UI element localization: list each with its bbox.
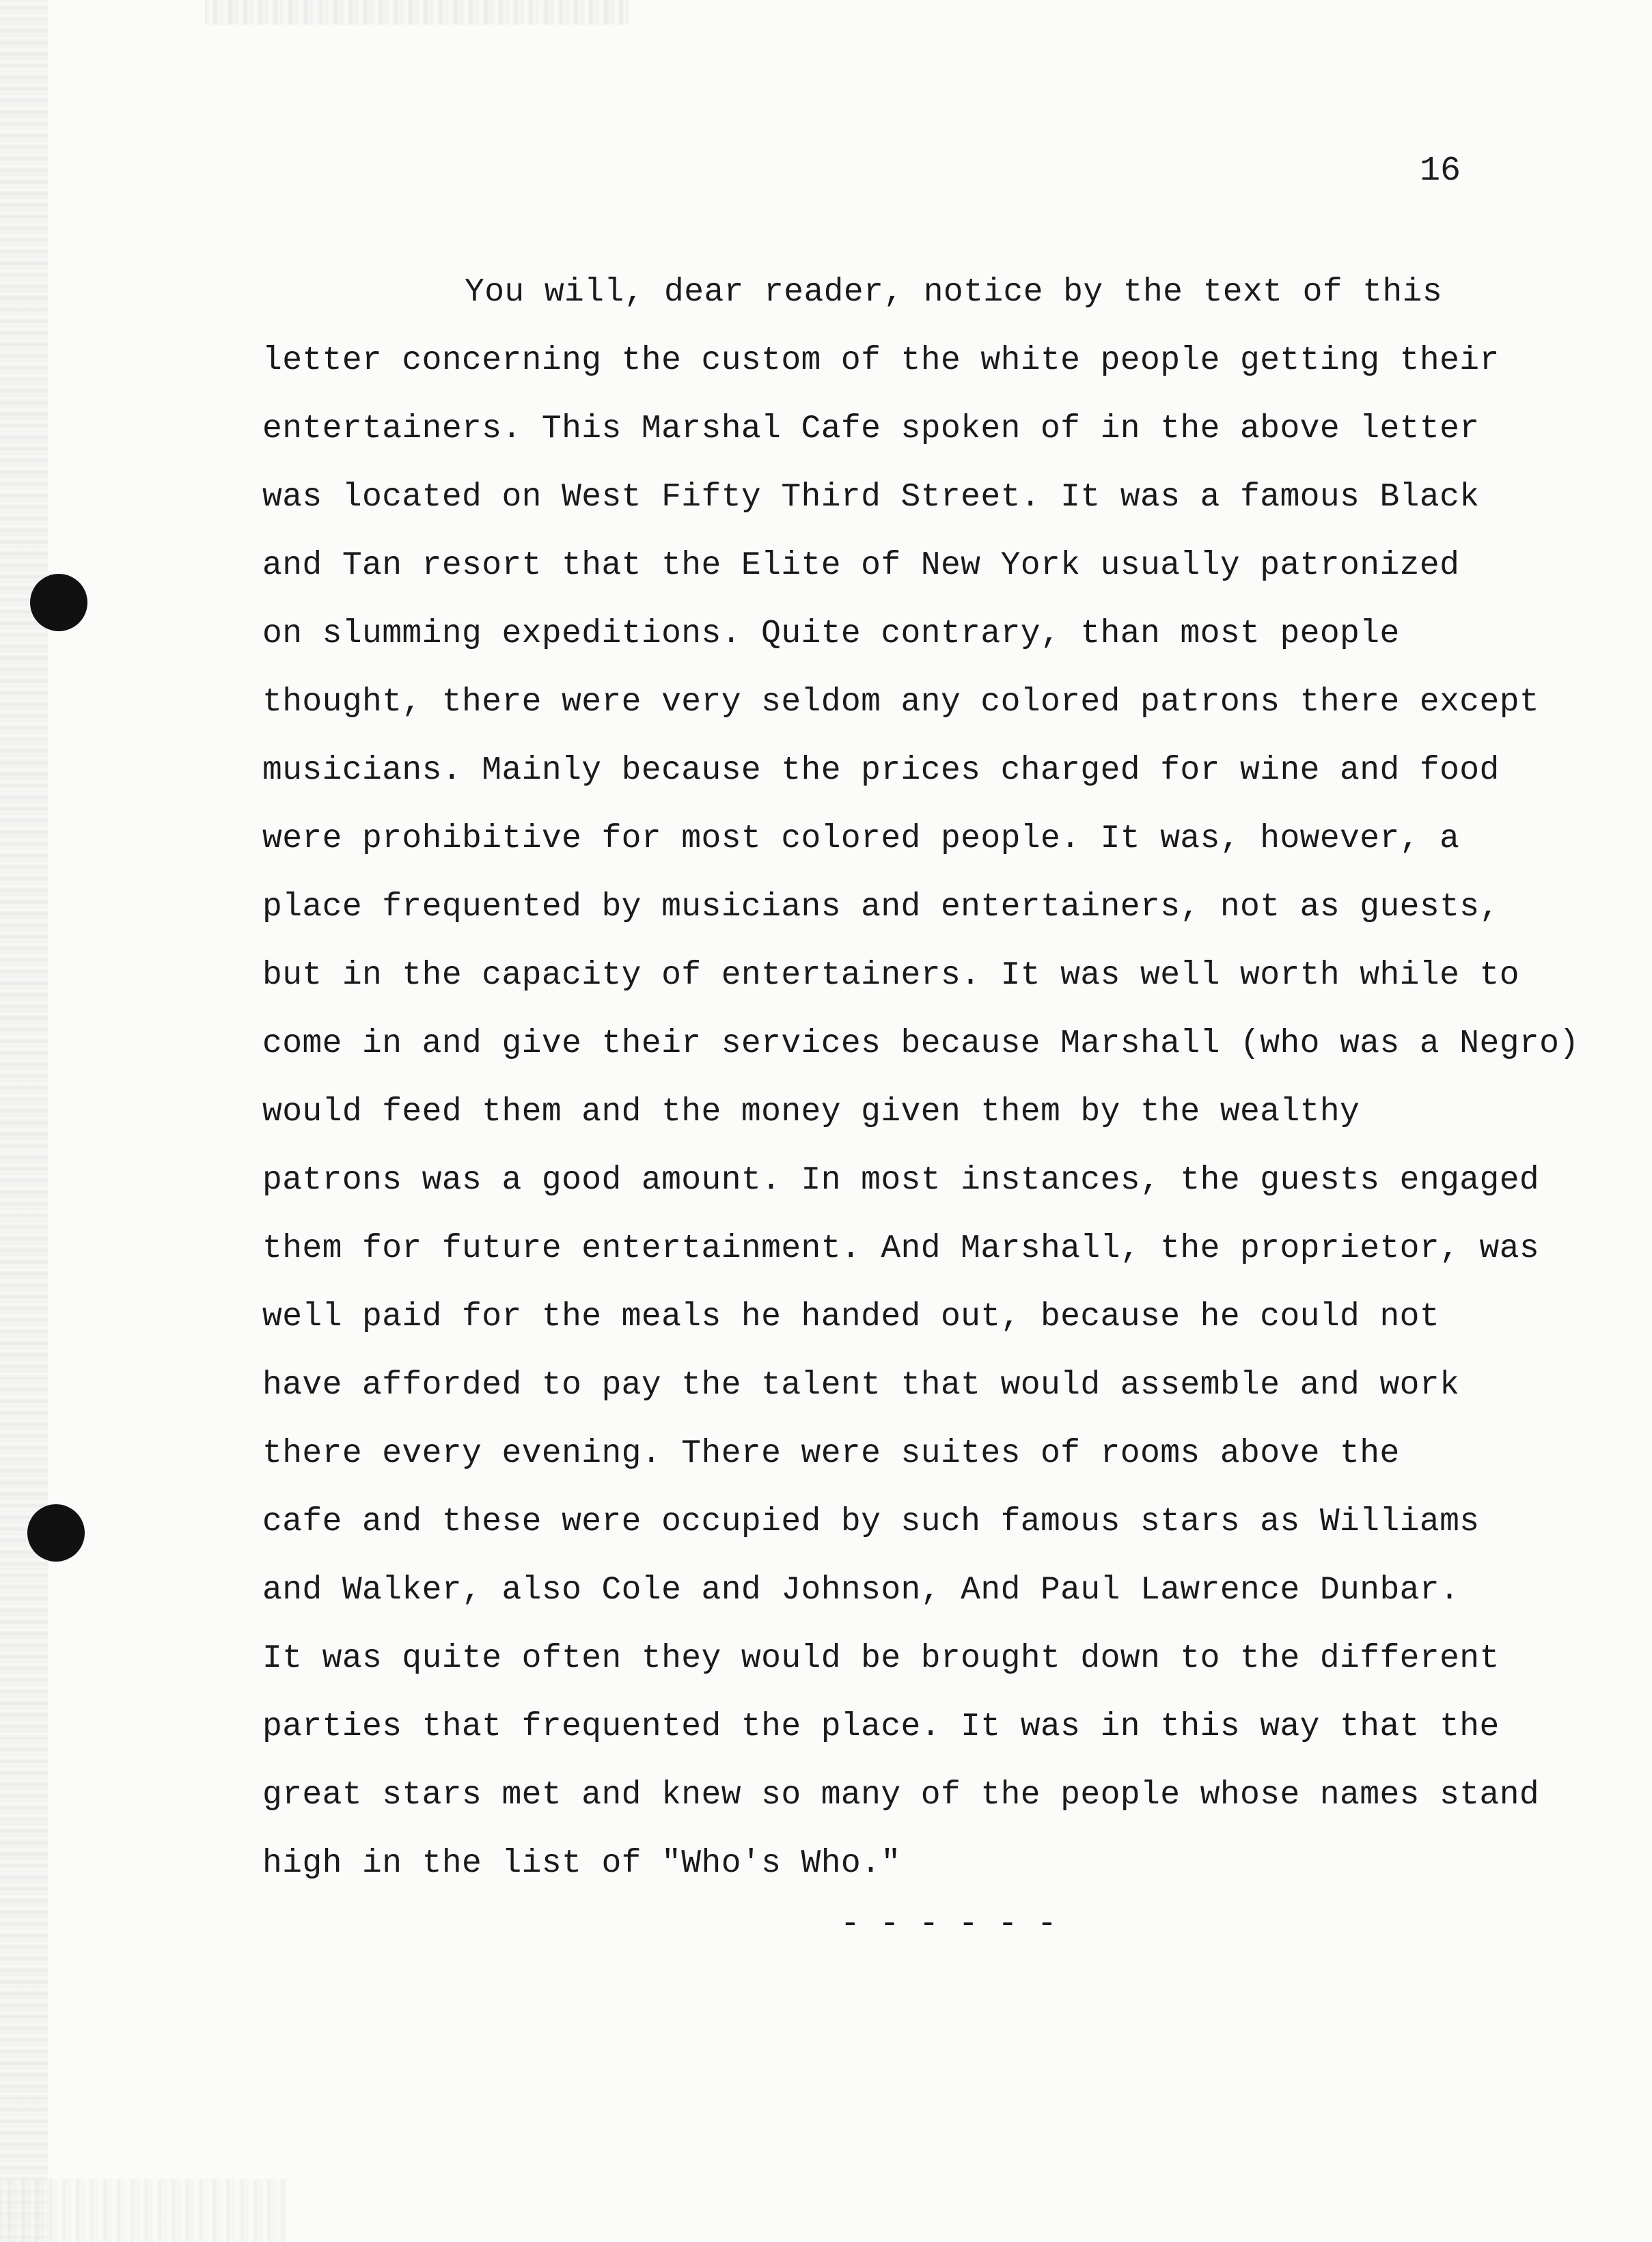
- text-line: but in the capacity of entertainers. It was well worth while to: [262, 957, 1519, 994]
- text-line: thought, there were very seldom any colored patrons there except: [262, 684, 1540, 721]
- punch-hole-top: [30, 574, 87, 631]
- text-line: were prohibitive for most colored people. It was, however, a: [262, 820, 1460, 857]
- page-number: 16: [1420, 152, 1461, 191]
- text-line: You will, dear reader, notice by the text of this: [465, 274, 1443, 311]
- text-line: musicians. Mainly because the prices charged for wine and food: [262, 752, 1500, 789]
- text-line: cafe and these were occupied by such famous stars as Williams: [262, 1504, 1480, 1540]
- end-separator: - - - - - -: [840, 1906, 1057, 1943]
- text-line: great stars met and knew so many of the people whose names stand: [262, 1777, 1540, 1814]
- scan-bottom-shading: [0, 2179, 287, 2242]
- text-line: patrons was a good amount. In most instances, the guests engaged: [262, 1162, 1540, 1199]
- text-line: and Tan resort that the Elite of New York usually patronized: [262, 547, 1460, 584]
- text-line: was located on West Fifty Third Street. It was a famous Black: [262, 479, 1480, 516]
- body-paragraph: [262, 258, 1581, 1898]
- text-line: letter concerning the custom of the white people getting their: [262, 342, 1500, 379]
- text-line: have afforded to pay the talent that would assemble and work: [262, 1367, 1460, 1404]
- scan-edge-shading: [0, 0, 48, 2242]
- text-line: parties that frequented the place. It was in this way that the: [262, 1708, 1500, 1745]
- text-line: place frequented by musicians and entertainers, not as guests,: [262, 889, 1500, 926]
- text-line: well paid for the meals he handed out, because he could not: [262, 1299, 1440, 1335]
- text-line: It was quite often they would be brought down to the different: [262, 1640, 1500, 1677]
- text-line: high in the list of "Who's Who.": [262, 1845, 901, 1882]
- text-line: there every evening. There were suites of rooms above the: [262, 1435, 1400, 1472]
- text-line: and Walker, also Cole and Johnson, And Paul Lawrence Dunbar.: [262, 1572, 1460, 1609]
- text-line: would feed them and the money given them by the wealthy: [262, 1094, 1360, 1131]
- text-line: come in and give their services because Marshall (who was a Negro): [262, 1025, 1580, 1062]
- text-line: entertainers. This Marshal Cafe spoken of in the above letter: [262, 411, 1480, 447]
- punch-hole-bottom: [27, 1504, 85, 1562]
- text-line: them for future entertainment. And Marshall, the proprietor, was: [262, 1230, 1540, 1267]
- text-line: on slumming expeditions. Quite contrary, than most people: [262, 615, 1400, 652]
- scan-top-shading: [205, 0, 629, 25]
